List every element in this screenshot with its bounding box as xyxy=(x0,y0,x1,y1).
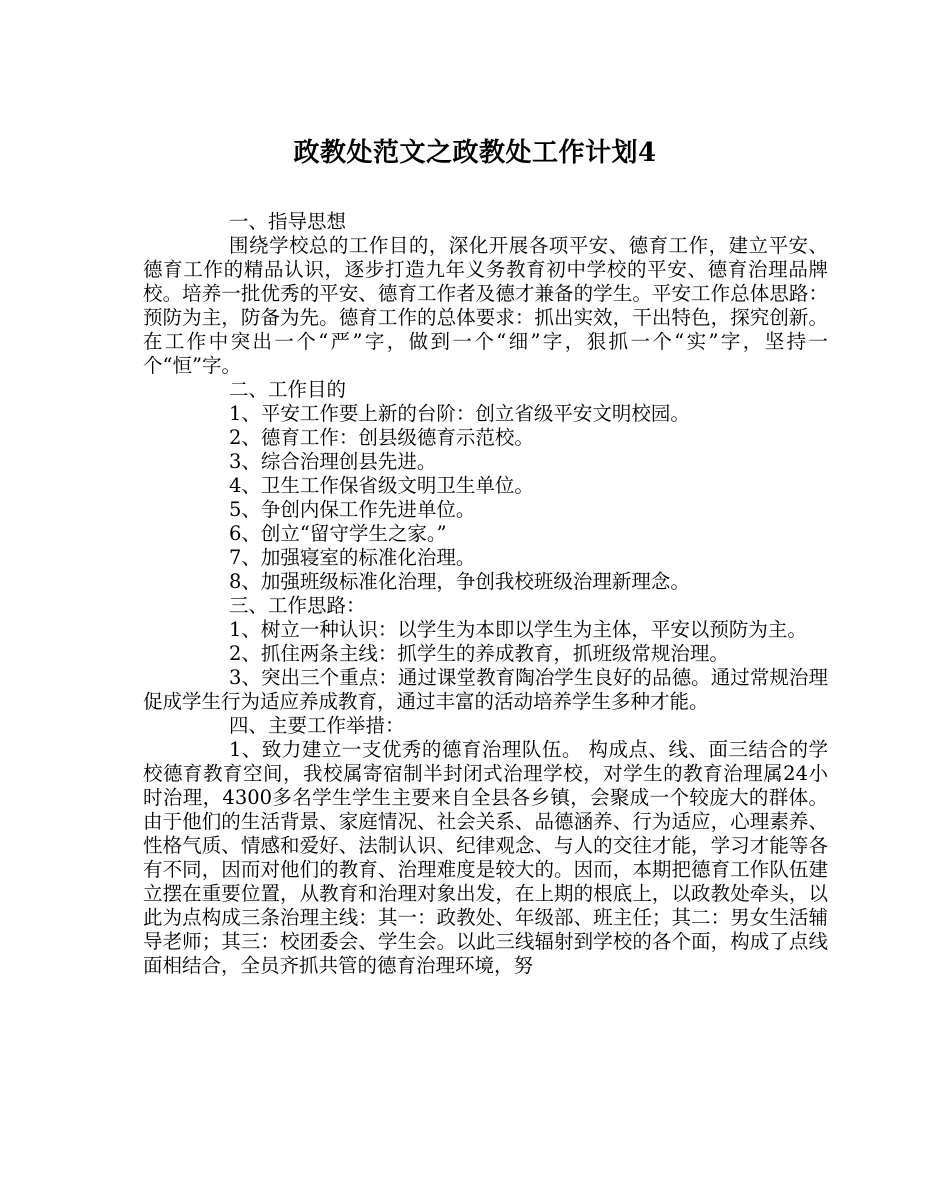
goal-item: 2、德育工作：创县级德育示范校。 xyxy=(229,426,534,449)
paragraph-guiding-ideology: 围绕学校总的工作目的，深化开展各项平安、德育工作，建立平安、德育工作的精品认识，逐步打造九年义务教育初中学校的平安、德育治理品牌校。培养一批优秀的平安、德育工作者及德才兼备的学生。平安工作总体思路：预防为主，防备为先。德育工作的总体要求：抓出实效，干出特色，探究创新。在工作中突出一个“严”字，做到一个“细”字，狠抓一个“实”字，坚持一个“恒”字。 xyxy=(143,234,828,377)
goal-item: 8、加强班级标准化治理，争创我校班级治理新理念。 xyxy=(229,570,690,593)
goal-item: 6、创立“留守学生之家。” xyxy=(229,522,447,545)
measure-item: 1、致力建立一支优秀的德育治理队伍。 构成点、线、面三结合的学校德育教育空间，我校属寄宿制半封闭式治理学校，对学生的教育治理属24小时治理，4300多名学生学生主要来自全县各乡镇，会聚成一个较庞大的群体。由于他们的生活背景、家庭情况、社会关系、品德涵养、行为适应，心理素养、性格气质、情感和爱好、法制认识、纪律观念、与人的交往才能，学习才能等各有不同，因而对他们的教育、治理难度是较大的。因而，本期把德育工作队伍建立摆在重要位置，从教育和治理对象出发，在上期的根底上，以政教处牵头，以此为点构成三条治理主线：其一：政教处、年级部、班主任；其二：男女生活辅导老师；其三：校团委会、学生会。以此三线辐射到学校的各个面，构成了点线面相结合，全员齐抓共管的德育治理环境，努 xyxy=(143,738,828,977)
section-heading-work-goals: 二、工作目的 xyxy=(229,378,347,401)
approach-item: 3、突出三个重点：通过课堂教育陶冶学生良好的品德。通过常规治理促成学生行为适应养成教育，通过丰富的活动培养学生多种才能。 xyxy=(143,666,828,713)
document-title: 政教处范文之政教处工作计划4 xyxy=(293,138,657,168)
section-heading-guiding-ideology: 一、指导思想 xyxy=(229,210,347,233)
approach-item: 1、树立一种认识：以学生为本即以学生为主体，平安以预防为主。 xyxy=(229,618,807,641)
goal-item: 7、加强寝室的标准化治理。 xyxy=(229,546,476,569)
goal-item: 4、卫生工作保省级文明卫生单位。 xyxy=(229,474,534,497)
goal-item: 1、平安工作要上新的台阶：创立省级平安文明校园。 xyxy=(229,402,690,425)
approach-item: 2、抓住两条主线：抓学生的养成教育，抓班级常规治理。 xyxy=(229,642,729,665)
section-heading-work-approach: 三、工作思路： xyxy=(229,594,366,617)
goal-item: 3、综合治理创县先进。 xyxy=(229,450,437,473)
section-heading-main-measures: 四、主要工作举措： xyxy=(229,714,405,737)
document-body xyxy=(143,210,828,978)
goal-item: 5、争创内保工作先进单位。 xyxy=(229,498,476,521)
